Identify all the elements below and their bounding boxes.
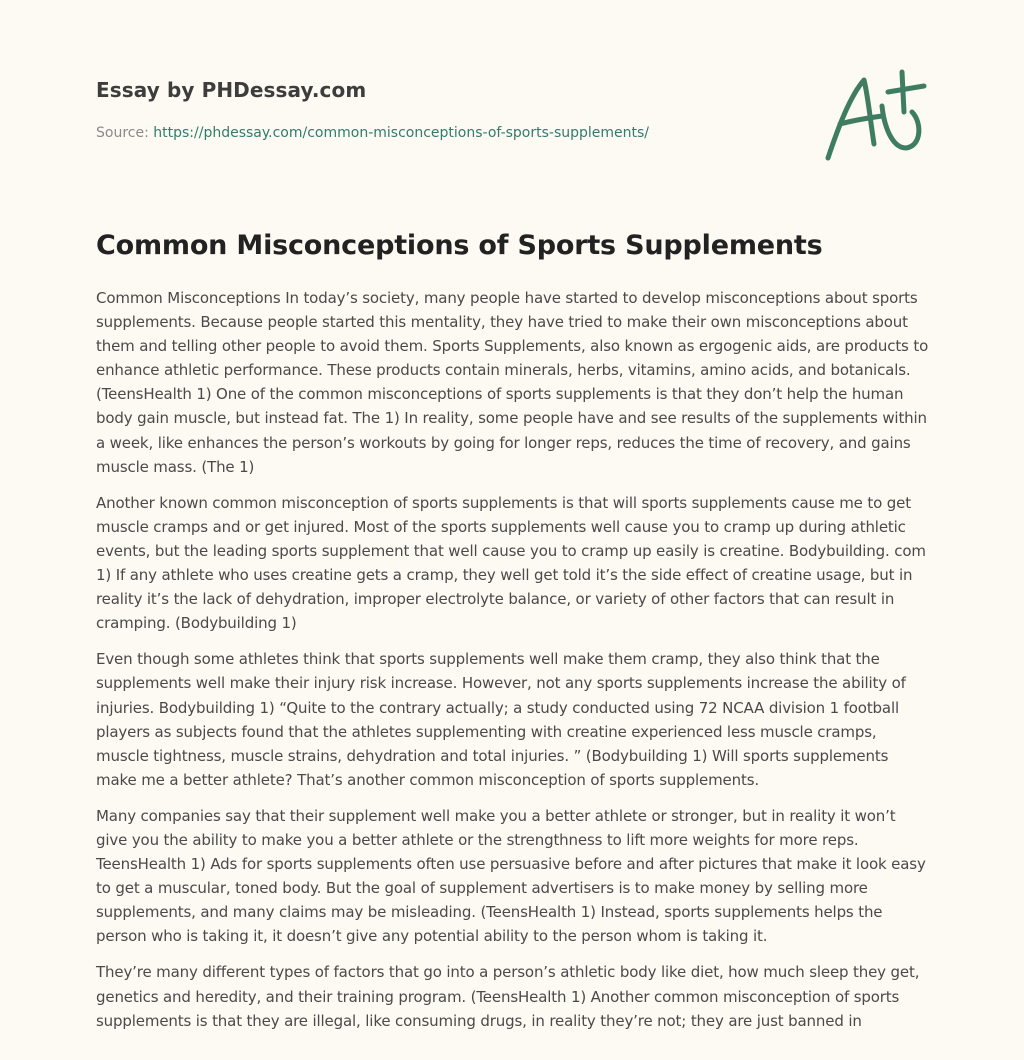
source-link[interactable]: https://phdessay.com/common-misconceptions-of-sports-supplements/ [153,125,650,141]
essay-paragraph: Even though some athletes think that sports supplements well make them cramp, they also think that the supplements well make their injury risk increase. However, not any sports supplements increase the ability of injuries. Bodybuilding 1) “Quite to the contrary actually; a study conducted using 72 NCAA division 1 football players as subjects found that the athletes supplementing with creatine experienced less muscle cramps, muscle tightness, muscle strains, dehydration and total injuries. ” (Bodybuilding 1) Will sports supplements make me a better athlete? That’s another common misconception of sports supplements. [96,650,906,789]
source-label: Source: [96,125,154,141]
essay-paragraph: Another known common misconception of sports supplements is that will sports supplements cause me to get muscle cramps and or get injured. Most of the sports supplements well cause you to cramp up during athletic events, but the leading sports supplement that well cause you to cramp up easily is creatine. Bodybuilding. com 1) If any athlete who uses creatine gets a cramp, they well get told it’s the side effect of creatine usage, but in reality it’s the lack of dehydration, improper electrolyte balance, or variety of other factors that can result in cramping. (Bodybuilding 1) [96,493,926,633]
essay-paragraph: Many companies say that their supplement well make you a better athlete or stronger, but in reality it won’t give you the ability to make you a better athlete or the strengthness to lift more weights for more reps. TeensHealth 1) Ads for sports supplements often use persuasive before and after pictures that make it look easy to get a muscular, toned body. But the goal of supplement advertisers is to make money by selling more supplements, and many claims may be misleading. (TeensHealth 1) Instead, sports supplements helps the person who is taking it, it doesn’t give any potential ability to the person whom is taking it. [96,806,926,946]
source-line [96,125,649,141]
brand-title: Essay by PHDessay.com [96,78,367,102]
essay-title: Common Misconceptions of Sports Supplements [96,230,823,261]
a-plus-logo-icon [818,66,930,166]
essay-paragraph: They’re many different types of factors that go into a person’s athletic body like diet, how much sleep they get, genetics and heredity, and their training program. (TeensHealth 1) Another common misconception of sports supplements is that they are illegal, like consuming drugs, in reality they’re not; they are just banned in [96,963,920,1030]
essay-paragraph: Common Misconceptions In today’s society, many people have started to develop misconceptions about sports supplements. Because people started this mentality, they have tried to make their own misconceptions about them and telling other people to avoid them. Sports Supplements, also known as ergogenic aids, are products to enhance athletic performance. These products contain minerals, herbs, vitamins, amino acids, and botanicals. (TeensHealth 1) One of the common misconceptions of sports supplements is that they don’t help the human body gain muscle, but instead fat. The 1) In reality, some people have and see results of the supplements within a week, like enhances the person’s workouts by going for longer reps, reduces the time of recovery, and gains muscle mass. (The 1) [96,289,929,476]
essay-body [96,286,930,1045]
